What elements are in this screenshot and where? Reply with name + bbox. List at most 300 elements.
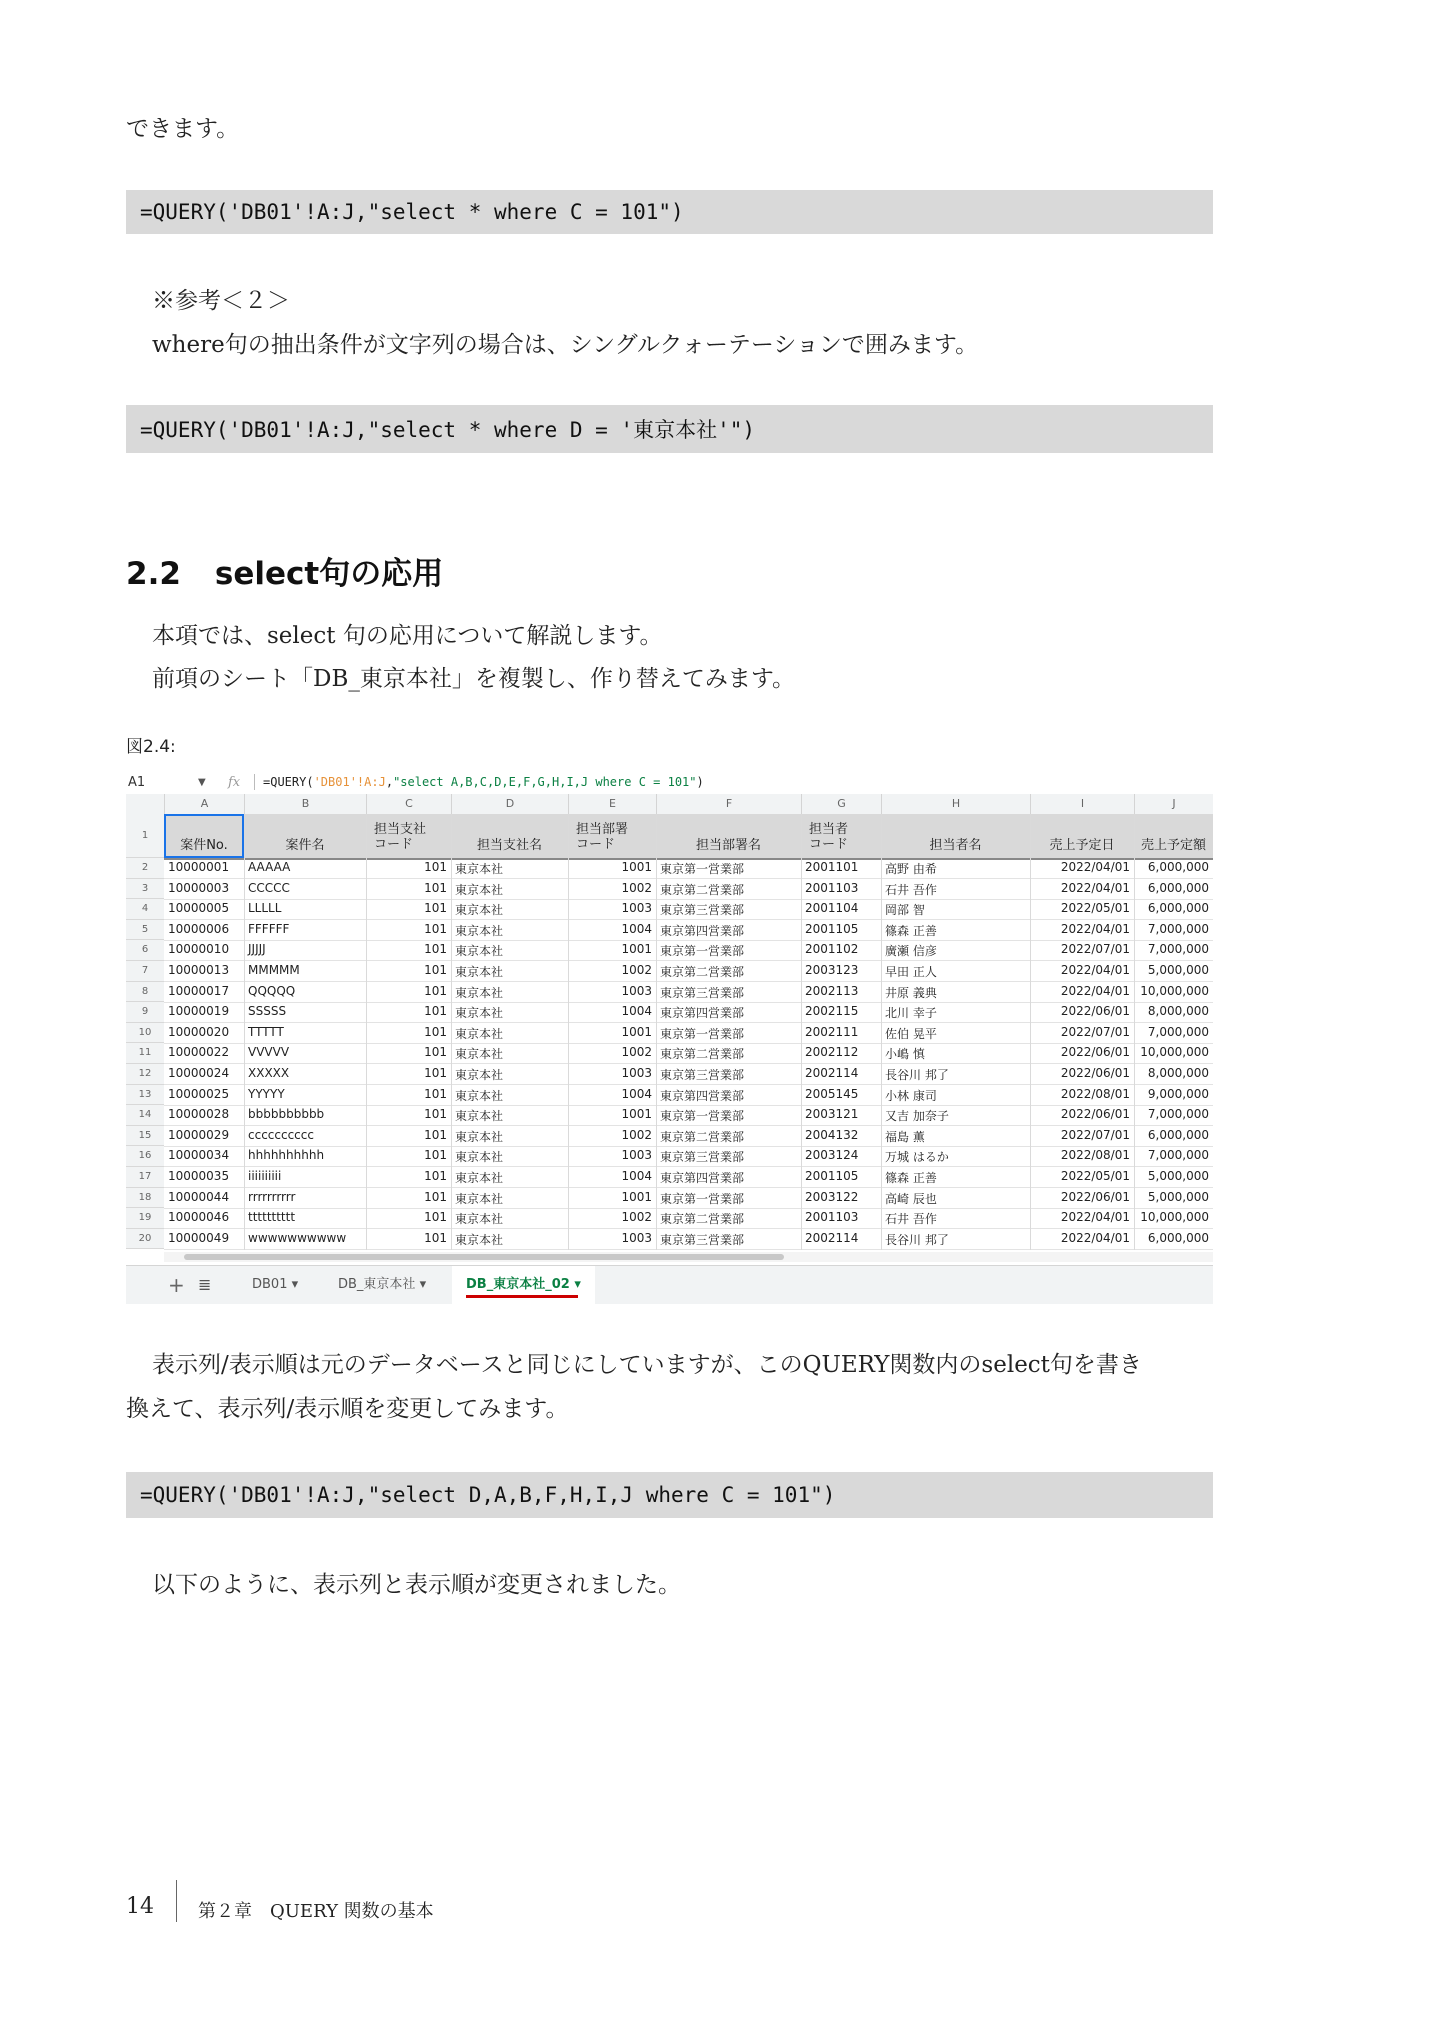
row-number[interactable]: 1 bbox=[126, 814, 164, 858]
table-row bbox=[164, 899, 1213, 920]
table-cell[interactable]: 東京本社 bbox=[455, 1171, 504, 1185]
row-number[interactable]: 6 bbox=[126, 940, 164, 961]
table-row bbox=[164, 1146, 1213, 1167]
table-row bbox=[164, 1167, 1213, 1188]
table-cell[interactable]: rrrrrrrrrr bbox=[248, 1189, 296, 1204]
table-cell[interactable]: 6,000,000 bbox=[1147, 901, 1209, 916]
row-number[interactable]: 16 bbox=[126, 1146, 164, 1167]
table-cell[interactable]: 1004 bbox=[621, 1169, 652, 1183]
table-cell[interactable]: 東京本社 bbox=[455, 1026, 504, 1041]
formula-ref: 'DB01'!A:J bbox=[313, 775, 386, 789]
table-cell[interactable]: 東京第三営業部 bbox=[660, 1068, 745, 1082]
row-number[interactable]: 5 bbox=[126, 920, 164, 941]
table-cell[interactable]: 東京本社 bbox=[455, 985, 504, 1000]
table-cell[interactable]: 東京第二営業部 bbox=[660, 882, 745, 897]
note-title: ※参考＜２＞ bbox=[152, 288, 290, 314]
table-cell[interactable]: 長谷川 邦了 bbox=[885, 1068, 949, 1082]
table-cell[interactable]: 10000010 bbox=[168, 942, 230, 957]
section-heading bbox=[126, 548, 443, 593]
table-cell[interactable]: 2003124 bbox=[805, 1148, 859, 1163]
table-cell[interactable]: 7,000,000 bbox=[1147, 942, 1209, 957]
table-cell[interactable]: 東京本社 bbox=[455, 1068, 504, 1082]
table-cell[interactable]: 東京第二営業部 bbox=[660, 1212, 745, 1227]
table-cell[interactable]: 篠森 正善 bbox=[885, 1171, 937, 1185]
chevron-down-icon[interactable]: ▼ bbox=[198, 776, 206, 788]
tab-db-tokyo-02[interactable] bbox=[452, 1266, 595, 1304]
column-letter-f[interactable]: F bbox=[656, 794, 801, 814]
formula-suffix: ) bbox=[696, 775, 704, 789]
table-cell[interactable]: 7,000,000 bbox=[1147, 921, 1209, 936]
column-letter-j[interactable]: J bbox=[1134, 794, 1213, 814]
table-cell[interactable]: 東京本社 bbox=[455, 1129, 504, 1144]
table-cell[interactable]: 小嶋 慎 bbox=[885, 1047, 925, 1062]
table-row bbox=[164, 858, 1213, 879]
column-header: 売上予定額 bbox=[1140, 838, 1206, 853]
table-cell[interactable]: 東京第三営業部 bbox=[660, 1232, 745, 1247]
table-cell[interactable]: 101 bbox=[424, 1230, 447, 1245]
formula-prefix: =QUERY( bbox=[263, 775, 314, 789]
table-cell[interactable]: 6,000,000 bbox=[1147, 1127, 1209, 1142]
table-cell[interactable]: 5,000,000 bbox=[1147, 963, 1209, 977]
table-cell[interactable]: 東京本社 bbox=[455, 1088, 504, 1103]
table-cell[interactable]: CCCCC bbox=[248, 880, 290, 895]
table-cell[interactable]: 2004132 bbox=[805, 1127, 859, 1142]
column-header: 担当支社名 bbox=[476, 838, 542, 853]
table-cell[interactable]: 10000025 bbox=[168, 1086, 230, 1101]
formula-bar bbox=[126, 770, 1213, 795]
table-cell[interactable]: 東京本社 bbox=[455, 965, 504, 979]
grid-line bbox=[1030, 814, 1031, 1250]
table-cell[interactable]: 1004 bbox=[621, 921, 652, 936]
table-cell[interactable]: wwwwwwwwww bbox=[248, 1230, 347, 1245]
table-cell[interactable]: 10000035 bbox=[168, 1169, 230, 1183]
table-cell[interactable]: 101 bbox=[424, 1107, 447, 1122]
table-cell[interactable]: 1003 bbox=[621, 901, 652, 916]
row-number[interactable]: 8 bbox=[126, 982, 164, 1003]
table-cell[interactable]: 岡部 智 bbox=[885, 903, 925, 918]
table-cell[interactable]: 2001103 bbox=[805, 880, 859, 895]
table-cell[interactable]: 高野 由希 bbox=[885, 862, 937, 876]
table-cell[interactable]: 2022/05/01 bbox=[1060, 1169, 1130, 1183]
table-cell[interactable]: 101 bbox=[424, 1210, 447, 1225]
table-cell[interactable]: VVVVV bbox=[248, 1045, 290, 1060]
table-cell[interactable]: 東京本社 bbox=[455, 944, 504, 959]
table-cell[interactable]: 2002111 bbox=[805, 1024, 859, 1039]
table-cell[interactable]: 東京本社 bbox=[455, 1191, 504, 1206]
column-letter-a[interactable]: A bbox=[164, 794, 244, 814]
table-cell[interactable]: 2005145 bbox=[805, 1086, 859, 1101]
table-cell[interactable]: 10000001 bbox=[168, 860, 230, 874]
table-row bbox=[164, 982, 1213, 1003]
footer-divider bbox=[176, 1880, 177, 1922]
chevron-down-icon: ▾ bbox=[419, 1277, 427, 1292]
table-cell[interactable]: 1002 bbox=[621, 1210, 652, 1225]
table-cell[interactable]: 1004 bbox=[621, 1086, 652, 1101]
table-cell[interactable]: 2002114 bbox=[805, 1230, 859, 1245]
formula-string: "select A,B,C,D,E,F,G,H,I,J where C = 101" bbox=[393, 775, 697, 789]
table-cell[interactable]: 東京第二営業部 bbox=[660, 1129, 745, 1144]
table-cell[interactable]: 2001105 bbox=[805, 1169, 859, 1183]
table-cell[interactable]: 10,000,000 bbox=[1140, 983, 1209, 998]
table-cell[interactable]: YYYYY bbox=[248, 1086, 285, 1101]
table-cell[interactable]: 2003123 bbox=[805, 963, 859, 977]
table-cell[interactable]: 2022/06/01 bbox=[1060, 1189, 1130, 1204]
table-row bbox=[164, 1208, 1213, 1229]
table-cell[interactable]: 1003 bbox=[621, 1230, 652, 1245]
grid-line bbox=[244, 814, 245, 1250]
spreadsheet-figure bbox=[126, 770, 1213, 1310]
table-cell[interactable]: 101 bbox=[424, 1045, 447, 1060]
table-cell[interactable]: 101 bbox=[424, 1004, 447, 1019]
grid-line bbox=[881, 814, 882, 1250]
tab-db-tokyo[interactable] bbox=[338, 1266, 426, 1304]
table-cell[interactable]: 2022/04/01 bbox=[1060, 983, 1130, 998]
table-cell[interactable]: 101 bbox=[424, 880, 447, 895]
table-cell[interactable]: 佐伯 晃平 bbox=[885, 1026, 937, 1041]
formula-input[interactable] bbox=[263, 775, 704, 789]
table-cell[interactable]: 2022/07/01 bbox=[1060, 1024, 1130, 1039]
table-cell[interactable]: 5,000,000 bbox=[1147, 1169, 1209, 1183]
page-number: 14 bbox=[126, 1894, 154, 1919]
table-cell[interactable]: AAAAA bbox=[248, 860, 291, 874]
table-cell[interactable]: 東京第一営業部 bbox=[660, 1026, 745, 1041]
table-cell[interactable]: 10000020 bbox=[168, 1024, 230, 1039]
table-cell[interactable]: 1003 bbox=[621, 1066, 652, 1080]
table-cell[interactable]: 高崎 辰也 bbox=[885, 1191, 937, 1206]
table-cell[interactable]: 東京本社 bbox=[455, 882, 504, 897]
row-number[interactable]: 20 bbox=[126, 1229, 164, 1250]
column-letter-c[interactable]: C bbox=[366, 794, 451, 814]
column-header: 担当部署 コード bbox=[576, 822, 629, 852]
table-cell[interactable]: 東京第一営業部 bbox=[660, 1191, 745, 1206]
tab-db01[interactable] bbox=[252, 1266, 298, 1304]
table-cell[interactable]: 1002 bbox=[621, 1045, 652, 1060]
table-cell[interactable]: 10000028 bbox=[168, 1107, 230, 1122]
table-cell[interactable]: iiiiiiiiii bbox=[248, 1169, 282, 1183]
table-cell[interactable]: 6,000,000 bbox=[1147, 1230, 1209, 1245]
table-cell[interactable]: 10000049 bbox=[168, 1230, 230, 1245]
row-number[interactable]: 12 bbox=[126, 1064, 164, 1085]
chevron-down-icon: ▾ bbox=[574, 1277, 581, 1292]
table-cell[interactable]: hhhhhhhhhh bbox=[248, 1148, 325, 1163]
table-cell[interactable]: 1002 bbox=[621, 963, 652, 977]
table-cell[interactable]: 101 bbox=[424, 860, 447, 874]
table-row bbox=[164, 961, 1213, 982]
note-body: where句の抽出条件が文字列の場合は、シングルクォーテーションで囲みます。 bbox=[152, 332, 979, 358]
row-number[interactable]: 7 bbox=[126, 961, 164, 982]
grid-line bbox=[656, 814, 657, 1250]
table-cell[interactable]: 2022/04/01 bbox=[1060, 963, 1130, 977]
table-cell[interactable]: 東京本社 bbox=[455, 903, 504, 918]
table-cell[interactable]: 2022/04/01 bbox=[1060, 880, 1130, 895]
row-number[interactable]: 11 bbox=[126, 1043, 164, 1064]
row-number[interactable]: 19 bbox=[126, 1208, 164, 1229]
red-underline-annotation bbox=[466, 1295, 578, 1298]
table-cell[interactable]: 東京第四営業部 bbox=[660, 1006, 745, 1021]
table-cell[interactable]: 1001 bbox=[621, 1189, 652, 1204]
column-letter-h[interactable]: H bbox=[881, 794, 1030, 814]
section-title: select句の応用 bbox=[214, 556, 444, 592]
table-cell[interactable]: 福島 薫 bbox=[885, 1129, 925, 1144]
column-header: 案件No. bbox=[180, 838, 228, 853]
table-cell[interactable]: 1001 bbox=[621, 942, 652, 957]
table-cell[interactable]: 101 bbox=[424, 1066, 447, 1080]
add-sheet-button[interactable]: + bbox=[168, 1273, 185, 1297]
table-cell[interactable]: 6,000,000 bbox=[1147, 860, 1209, 874]
fx-icon: fx bbox=[228, 774, 241, 790]
chapter-label: 第２章 QUERY 関数の基本 bbox=[198, 1901, 434, 1922]
table-cell[interactable]: 10,000,000 bbox=[1140, 1045, 1209, 1060]
column-letter-b[interactable]: B bbox=[244, 794, 366, 814]
column-header: 担当者名 bbox=[929, 838, 982, 853]
divider bbox=[254, 774, 255, 790]
table-cell[interactable]: 東京第三営業部 bbox=[660, 903, 745, 918]
table-cell[interactable]: 篠森 正善 bbox=[885, 923, 937, 938]
grid-line bbox=[1134, 814, 1135, 1250]
section-number: 2.2 bbox=[126, 556, 181, 592]
table-cell[interactable]: 2022/08/01 bbox=[1060, 1086, 1130, 1101]
table-cell[interactable]: 1001 bbox=[621, 860, 652, 874]
row-number[interactable]: 10 bbox=[126, 1023, 164, 1044]
row-number[interactable]: 14 bbox=[126, 1105, 164, 1126]
table-cell[interactable]: 東京第二営業部 bbox=[660, 965, 745, 979]
table-cell[interactable]: 東京第二営業部 bbox=[660, 1047, 745, 1062]
row-number[interactable]: 9 bbox=[126, 1002, 164, 1023]
table-cell[interactable]: 5,000,000 bbox=[1147, 1189, 1209, 1204]
table-row bbox=[164, 1064, 1213, 1085]
grid-line bbox=[366, 814, 367, 1250]
table-cell[interactable]: 2001105 bbox=[805, 921, 859, 936]
table-cell[interactable]: 10000029 bbox=[168, 1127, 230, 1142]
table-cell[interactable]: 東京本社 bbox=[455, 1006, 504, 1021]
table-cell[interactable]: 東京第三営業部 bbox=[660, 985, 745, 1000]
table-cell[interactable]: 2002115 bbox=[805, 1004, 859, 1019]
table-cell[interactable]: 石井 吾作 bbox=[885, 882, 937, 897]
table-cell[interactable]: 2022/06/01 bbox=[1060, 1107, 1130, 1122]
table-cell[interactable]: LLLLL bbox=[248, 901, 282, 916]
column-header-bar bbox=[126, 794, 1213, 815]
table-cell[interactable]: MMMMM bbox=[248, 963, 300, 977]
figure-caption: 図2.4: bbox=[126, 737, 176, 757]
table-cell[interactable]: 10000024 bbox=[168, 1066, 230, 1080]
column-header: 売上予定日 bbox=[1049, 838, 1115, 853]
table-cell[interactable]: 8,000,000 bbox=[1147, 1004, 1209, 1019]
table-cell[interactable]: 東京本社 bbox=[455, 1109, 504, 1124]
grid-line bbox=[801, 814, 802, 1250]
column-header: 担当支社 コード bbox=[374, 822, 427, 852]
table-cell[interactable]: 101 bbox=[424, 942, 447, 957]
table-cell[interactable]: 10000034 bbox=[168, 1148, 230, 1163]
grid-line bbox=[451, 814, 452, 1250]
table-cell[interactable]: 6,000,000 bbox=[1147, 880, 1209, 895]
table-cell[interactable]: 10000022 bbox=[168, 1045, 230, 1060]
table-cell[interactable]: 101 bbox=[424, 1086, 447, 1101]
table-cell[interactable]: 2022/07/01 bbox=[1060, 942, 1130, 957]
row-number[interactable]: 4 bbox=[126, 899, 164, 920]
table-cell[interactable]: bbbbbbbbbb bbox=[248, 1107, 325, 1122]
table-cell[interactable]: 2001103 bbox=[805, 1210, 859, 1225]
table-cell[interactable]: 101 bbox=[424, 901, 447, 916]
table-cell[interactable]: 2002113 bbox=[805, 983, 859, 998]
table-row bbox=[164, 940, 1213, 961]
table-cell[interactable]: 東京第四営業部 bbox=[660, 1171, 745, 1185]
table-cell[interactable]: 101 bbox=[424, 921, 447, 936]
table-cell[interactable]: 2022/04/01 bbox=[1060, 1210, 1130, 1225]
table-cell[interactable]: 2022/07/01 bbox=[1060, 1127, 1130, 1142]
table-cell[interactable]: 1001 bbox=[621, 1024, 652, 1039]
table-cell[interactable]: 101 bbox=[424, 1127, 447, 1142]
paragraph-2: 前項のシート「DB_東京本社」を複製し、作り替えてみます。 bbox=[152, 666, 796, 692]
tab-label: DB_東京本社 bbox=[338, 1277, 416, 1292]
table-cell[interactable]: 2022/04/01 bbox=[1060, 921, 1130, 936]
table-cell[interactable]: 2001104 bbox=[805, 901, 859, 916]
row-number[interactable]: 2 bbox=[126, 858, 164, 879]
tab-label: DB_東京本社_02 bbox=[466, 1277, 570, 1292]
table-cell[interactable]: 8,000,000 bbox=[1147, 1066, 1209, 1080]
table-cell[interactable]: 10000019 bbox=[168, 1004, 230, 1019]
table-cell[interactable]: 7,000,000 bbox=[1147, 1107, 1209, 1122]
table-cell[interactable]: 10000006 bbox=[168, 921, 230, 936]
paragraph-3a: 表示列/表示順は元のデータベースと同じにしていますが、このQUERY関数内のselect句を書き bbox=[152, 1352, 1142, 1378]
code-block-2: =QUERY('DB01'!A:J,"select * where D = '東京本社'") bbox=[126, 405, 1213, 453]
table-cell[interactable]: 東京第四営業部 bbox=[660, 1088, 745, 1103]
column-header: 担当部署名 bbox=[695, 838, 761, 853]
table-cell[interactable]: 2022/04/01 bbox=[1060, 860, 1130, 874]
table-cell[interactable]: 東京本社 bbox=[455, 1047, 504, 1062]
table-cell[interactable]: QQQQQ bbox=[248, 983, 296, 998]
column-letter-e[interactable]: E bbox=[568, 794, 656, 814]
column-letter-d[interactable]: D bbox=[451, 794, 568, 814]
table-cell[interactable]: 1002 bbox=[621, 1127, 652, 1142]
selected-cell[interactable] bbox=[164, 814, 244, 858]
table-cell[interactable]: 東京本社 bbox=[455, 923, 504, 938]
table-cell[interactable]: 2003122 bbox=[805, 1189, 859, 1204]
table-cell[interactable]: 東京本社 bbox=[455, 1232, 504, 1247]
table-cell[interactable]: 長谷川 邦了 bbox=[885, 1232, 949, 1247]
table-cell[interactable]: 廣瀬 信彦 bbox=[885, 944, 937, 959]
table-cell[interactable]: SSSSS bbox=[248, 1004, 287, 1019]
table-cell[interactable]: JJJJJ bbox=[248, 942, 266, 957]
table-cell[interactable]: XXXXX bbox=[248, 1066, 290, 1080]
table-row bbox=[164, 1043, 1213, 1064]
table-row bbox=[164, 1085, 1213, 1106]
column-letter-g[interactable]: G bbox=[801, 794, 881, 814]
table-cell[interactable]: 10000017 bbox=[168, 983, 230, 998]
row-number[interactable]: 13 bbox=[126, 1085, 164, 1106]
formula-sep: , bbox=[385, 775, 394, 789]
table-cell[interactable]: 2022/04/01 bbox=[1060, 1230, 1130, 1245]
table-cell[interactable]: 又吉 加奈子 bbox=[885, 1109, 949, 1124]
table-cell[interactable]: 万城 はるか bbox=[885, 1150, 949, 1165]
row-number[interactable]: 18 bbox=[126, 1188, 164, 1209]
table-cell[interactable]: 2022/06/01 bbox=[1060, 1004, 1130, 1019]
name-box[interactable]: A1 bbox=[128, 774, 146, 790]
table-cell[interactable]: 101 bbox=[424, 1024, 447, 1039]
all-sheets-button[interactable]: ≣ bbox=[198, 1275, 212, 1294]
table-cell[interactable]: 早田 正人 bbox=[885, 965, 937, 979]
table-cell[interactable]: 石井 吾作 bbox=[885, 1212, 937, 1227]
table-cell[interactable]: TTTTT bbox=[248, 1024, 284, 1039]
row-number[interactable]: 3 bbox=[126, 879, 164, 900]
grid-line bbox=[568, 814, 569, 1250]
horizontal-scrollbar[interactable] bbox=[164, 1252, 1213, 1262]
table-cell[interactable]: 北川 幸子 bbox=[885, 1006, 937, 1021]
table-row bbox=[164, 1105, 1213, 1126]
table-cell[interactable]: 2022/05/01 bbox=[1060, 901, 1130, 916]
column-letter-i[interactable]: I bbox=[1030, 794, 1134, 814]
table-cell[interactable]: 東京第一営業部 bbox=[660, 944, 745, 959]
table-cell[interactable]: 東京第三営業部 bbox=[660, 1150, 745, 1165]
table-cell[interactable]: tttttttttt bbox=[248, 1210, 296, 1225]
table-cell[interactable]: 2022/06/01 bbox=[1060, 1066, 1130, 1080]
table-cell[interactable]: 2003121 bbox=[805, 1107, 859, 1122]
table-cell[interactable]: 東京第一営業部 bbox=[660, 1109, 745, 1124]
table-cell[interactable]: 東京第一営業部 bbox=[660, 862, 745, 876]
table-cell[interactable]: 1003 bbox=[621, 983, 652, 998]
chevron-down-icon: ▾ bbox=[291, 1277, 299, 1292]
table-row bbox=[164, 920, 1213, 941]
row-number[interactable]: 15 bbox=[126, 1126, 164, 1147]
table-row bbox=[164, 1023, 1213, 1044]
sheet-tab-bar bbox=[126, 1265, 1213, 1304]
code-block-3: =QUERY('DB01'!A:J,"select D,A,B,F,H,I,J where C = 101") bbox=[126, 1472, 1213, 1518]
table-cell[interactable]: 7,000,000 bbox=[1147, 1024, 1209, 1039]
table-cell[interactable]: 101 bbox=[424, 1189, 447, 1204]
table-cell[interactable]: 1002 bbox=[621, 880, 652, 895]
table-cell[interactable]: 10000044 bbox=[168, 1189, 230, 1204]
table-cell[interactable]: 10000013 bbox=[168, 963, 230, 977]
table-cell[interactable]: 10000003 bbox=[168, 880, 230, 895]
column-header: 案件名 bbox=[285, 838, 325, 853]
table-row bbox=[164, 1002, 1213, 1023]
table-cell[interactable]: 2001101 bbox=[805, 860, 859, 874]
table-cell[interactable]: 1003 bbox=[621, 1148, 652, 1163]
table-cell[interactable]: 2002112 bbox=[805, 1045, 859, 1060]
table-cell[interactable]: 101 bbox=[424, 963, 447, 977]
table-cell[interactable]: 10000005 bbox=[168, 901, 230, 916]
table-cell[interactable]: 東京本社 bbox=[455, 1212, 504, 1227]
table-cell[interactable]: 1001 bbox=[621, 1107, 652, 1122]
table-cell[interactable]: 7,000,000 bbox=[1147, 1148, 1209, 1163]
table-row bbox=[164, 1188, 1213, 1209]
table-cell[interactable]: 9,000,000 bbox=[1147, 1086, 1209, 1101]
scrollbar-thumb[interactable] bbox=[184, 1254, 784, 1260]
table-cell[interactable]: 東京本社 bbox=[455, 1150, 504, 1165]
table-cell[interactable]: 101 bbox=[424, 983, 447, 998]
table-cell[interactable]: 101 bbox=[424, 1148, 447, 1163]
table-cell[interactable]: 1004 bbox=[621, 1004, 652, 1019]
paragraph-1: 本項では、select 句の応用について解説します。 bbox=[152, 623, 663, 649]
intro-line: できます。 bbox=[126, 116, 240, 142]
table-cell[interactable]: 10000046 bbox=[168, 1210, 230, 1225]
table-cell[interactable]: 東京第四営業部 bbox=[660, 923, 745, 938]
table-cell[interactable]: 101 bbox=[424, 1169, 447, 1183]
paragraph-3b: 換えて、表示列/表示順を変更してみます。 bbox=[126, 1396, 569, 1422]
table-cell[interactable]: 東京本社 bbox=[455, 862, 504, 876]
table-cell[interactable]: FFFFFF bbox=[248, 921, 290, 936]
table-cell[interactable]: 2001102 bbox=[805, 942, 859, 957]
table-row bbox=[164, 879, 1213, 900]
paragraph-4: 以下のように、表示列と表示順が変更されました。 bbox=[152, 1572, 681, 1598]
table-cell[interactable]: 2002114 bbox=[805, 1066, 859, 1080]
table-cell[interactable]: 2022/06/01 bbox=[1060, 1045, 1130, 1060]
table-cell[interactable]: 井原 義典 bbox=[885, 985, 937, 1000]
row-number[interactable]: 17 bbox=[126, 1167, 164, 1188]
table-cell[interactable]: cccccccccc bbox=[248, 1127, 314, 1142]
table-cell[interactable]: 2022/08/01 bbox=[1060, 1148, 1130, 1163]
table-cell[interactable]: 小林 康司 bbox=[885, 1088, 937, 1103]
table-cell[interactable]: 10,000,000 bbox=[1140, 1210, 1209, 1225]
